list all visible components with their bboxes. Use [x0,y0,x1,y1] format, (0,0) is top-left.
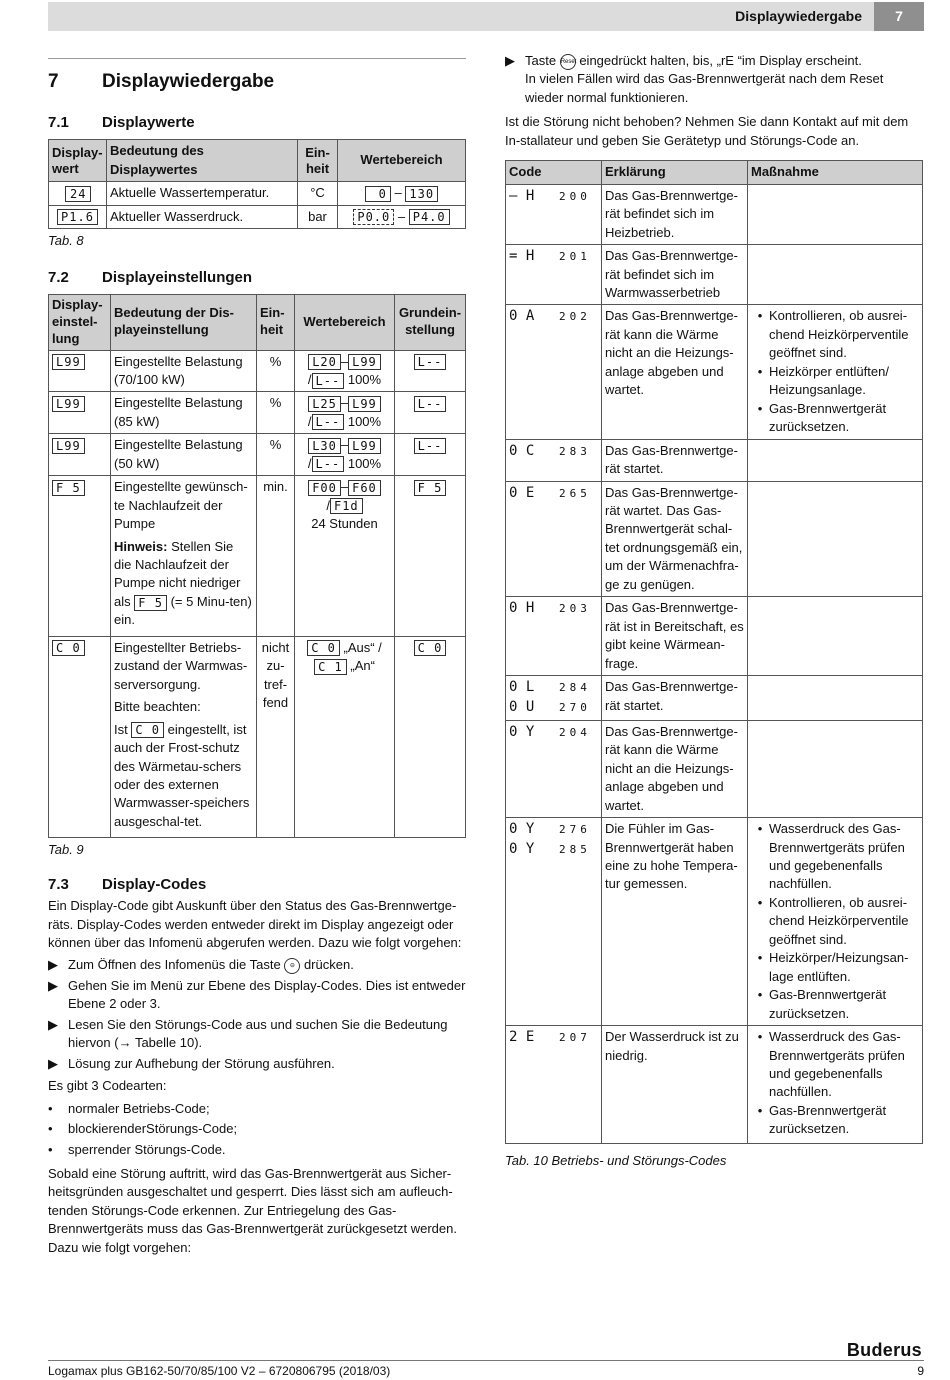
table-row: L99 Eingestellte Belastung (70/100 kW) % L20 – L99 / L-- 100% L-- [49,350,466,392]
table-caption: Tab. 8 [48,233,84,249]
table-caption: Tab. 10 Betriebs- und Störungs-Codes [505,1153,727,1169]
table-row: 0 E 265 Das Gas-Brennwertge-rät wartet. Das Gas-Brennwertgerät schal-tet ordnungsgemäß ein, um der Wärmenachfra-ge zu genügen. [506,481,923,597]
table-row: P1.6 Aktueller Wasserdruck. bar P0.0 – P4.0 [49,205,466,228]
table-row: 0 H 203 Das Gas-Brennwertge-rät ist in Bereitschaft, es gibt keine Wärmean-frage. [506,597,923,676]
th-displaywert: Display-wert [49,140,107,182]
table-row: – H 200 Das Gas-Brennwertge-rät befindet sich im Heizbetrieb. [506,184,923,244]
reset-key-icon: Reset [560,54,576,70]
display-values-table [48,139,466,229]
list-item: ▶ Lesen Sie den Störungs-Code aus und suchen Sie die Bedeutung hiervon (→ Tabelle 10). [48,1016,448,1051]
outro-text: Sobald eine Störung auftritt, wird das Gas-Brennwertgerät aus Sicher-heitsgründen ausgeschaltet und gesperrt. Dies lässt sich am aufleuch-tenden Störungs-Code erkennen. Zur Entriegelung des Gas-Brennwertgeräts muss das Gas-Brennwertgerät zurückgesetzt werden. Dazu wie folgt vorgehen: [48,1166,457,1255]
buderus-logo: Buderus [846,1340,922,1360]
header-number: 7 [874,2,924,31]
list-item: ▶ Lösung zur Aufhebung der Störung ausführen. [48,1055,335,1071]
table-row: C 0 Eingestellter Betriebs-zustand der Warmwas-serversorgung. Bitte beachten: Ist C 0 eingestellt, ist auch der Frost-schutz des Wärmetau-schers oder des externen Warmwasser-speichers ausgeschal-tet. nicht zu-tref-fend C 0 „Aus“ / C 1 „An“ C 0 [49,636,466,838]
right-column [505,50,923,1171]
left-column: 7 Displaywiedergabe 7.1 Displaywerte Display-wert Bedeutung des Displaywertes Ein-heit Wertebereich 24 Aktuelle Wassertemperatur. °C 0 – 130 P1.6 Aktueller Wasserdruck. bar P0.0 – P4.0 Tab. 8 7.2 Displayeinstellungen Display-einstel-lung Bedeutung der Dis-playeinstellung Ein-heit Wertebereich Grundein-stellung L99 Eingestellte Belastung (70/100 kW) % L20 – L99 / L-- 100% L-- L99 Eingestellte Belastung (85 kW) % L25 – L99 / L-- 100% L-- L99 Eingestellte Belastung (50 kW) % L30 – L99 / L-- 100% L-- F 5 Eingestellte gewünsch-te Nachlaufzeit der Pumpe Hinweis: Stellen Sie die Nachlaufzeit der Pumpe nicht niedriger als F 5 (= 5 Minu-ten) ein. min. F00 – F60 / F1d 24 Stunden F 5 C 0 Eingestellter Betriebs-zustand der Warmwas-serversorgung. Bitte beachten: Ist C 0 eingestellt, ist auch der Frost-schutz des Wärmetau-schers oder des externen Warmwasser-speichers ausgeschal-tet. nicht zu-tref-fend C 0 „Aus“ / C 1 „An“ C 0 Tab. 9 7.3 Display-Codes Ein Display-Code gibt Auskunft über den Status des Gas-Brennwertge-räts. Display-Codes werden entweder direkt im Display angezeigt oder können über das Infomenü abgerufen werden. Dazu wie folgt vorgehen: ▶ Zum Öffnen des Infomenüs die Taste ⊖ drücken. ▶ Gehen Sie im Menü zur Ebene des Display-Codes. Dies ist entweder Ebene 2 oder 3. ▶ Lesen Sie den Störungs-Code aus und suchen Sie die Bedeutung hiervon (→ Tabelle 10). ▶ Lösung zur Aufhebung der Störung ausführen. Es gibt 3 Codearten: • normaler Betriebs-Code; • blockierenderStörungs-Code; • sperrender Störungs-Code. Sobald eine Störung auftritt, wird das Gas-Brennwertgerät aus Sicher-heitsgründen ausgeschaltet und gesperrt. Dies lässt sich am aufleuch-tenden Störungs-Code erkennen. Zur Entriegelung des Gas-Brennwertgeräts muss das Gas-Brennwertgerät zurückgesetzt werden. Dazu wie folgt vorgehen: [48,58,466,1261]
table-row: L99 Eingestellte Belastung (50 kW) % L30 – L99 / L-- 100% L-- [49,434,466,476]
section-7-3-heading: 7.3 Display-Codes [48,875,207,893]
codes-table: Code Erklärung Maßnahme – H 200 Das Gas-Brennwertge-rät befindet sich im Heizbetrieb. = H 201 Das Gas-Brennwertge-rät befindet sich im Warmwasserbetrieb 0 A 202 Das Gas-Brennwertge-rät kann die Wärme nicht an die Heizungs-anlage abgeben und wartet. • Kontrollieren, ob ausrei-chend Heizkörperventile geöffnet sind. • Heizkörper entlüften/ Heizungsanlage. • Gas-Brennwertgerät zurücksetzen. 0 C 283 Das Gas-Brennwertge-rät startet. 0 E 265 Das Gas-Brennwertge-rät wartet. Das Gas-Brennwertgerät schal-tet ordnungsgemäß ein, um der Wärmenachfra-ge zu genügen. 0 H 203 Das Gas-Brennwertge-rät ist in Bereitschaft, es gibt keine Wärmean-frage. 0 L 284 0 U 270 Das Gas-Brennwertge-rät startet. 0 Y 204 Das Gas-Brennwertge-rät kann die Wärme nicht an die Heizungs-anlage abgeben und wartet. 0 Y 276 0 Y 285 Die Fühler im Gas-Brennwertgerät haben eine zu hohe Tempera-tur gemessen. • Wasserdruck des Gas-Brennwertgeräts prüfen und gegebenenfalls nachfüllen. • Kontrollieren, ob ausrei-chend Heizkörperventile geöffnet sind. • Heizkörper/Heizungsan-lage entlüften. • Gas-Brennwertgerät zurücksetzen. 2 E 207 Der Wasserdruck ist zu niedrig. • Wasserdruck des Gas-Brennwertgeräts prüfen und gegebenenfalls nachfüllen. • Gas-Brennwertgerät zurücksetzen. [505,160,923,1144]
page-footer [48,1360,924,1380]
table-row: 0 L 284 0 U 270 Das Gas-Brennwertge-rät startet. [506,676,923,721]
footer-doc-id: Logamax plus GB162-50/70/85/100 V2 – 6720806795 (2018/03) [48,1364,391,1378]
table-row: 24 Aktuelle Wassertemperatur. °C 0 – 130 [49,182,466,205]
table-row: 0 Y 204 Das Gas-Brennwertge-rät kann die Wärme nicht an die Heizungs-anlage abgeben und wartet. [506,720,923,817]
section-7-1-heading: 7.1 Displaywerte [48,113,195,131]
list-item: ▶ Taste Reset eingedrückt halten, bis, „rE “im Display erscheint. In vielen Fällen wird das Gas-Brennwertgerät nach dem Reset wieder normal funktionieren. [505,53,884,105]
lcd-value: P1.6 [57,209,98,225]
table-row: 0 A 202 Das Gas-Brennwertge-rät kann die Wärme nicht an die Heizungs-anlage abgeben und wartet. • Kontrollieren, ob ausrei-chend Heizkörperventile geöffnet sind. • Heizkörper entlüften/ Heizungsanlage. • Gas-Brennwertgerät zurücksetzen. [506,305,923,439]
display-settings-table: Display-einstel-lung Bedeutung der Dis-playeinstellung Ein-heit Wertebereich Grundein-stellung L99 Eingestellte Belastung (70/100 kW) % L20 – L99 / L-- 100% L-- L99 Eingestellte Belastung (85 kW) % L25 – L99 / L-- 100% L-- L99 Eingestellte Belastung (50 kW) % L30 – L99 / L-- 100% L-- F 5 Eingestellte gewünsch-te Nachlaufzeit der Pumpe Hinweis: Stellen Sie die Nachlaufzeit der Pumpe nicht niedriger als F 5 (= 5 Minu-ten) ein. min. F00 – F60 / F1d 24 Stunden F 5 C 0 Eingestellter Betriebs-zustand der Warmwas-serversorgung. Bitte beachten: Ist C 0 eingestellt, ist auch der Frost-schutz des Wärmetau-schers oder des externen Warmwasser-speichers ausgeschal-tet. nicht zu-tref-fend C 0 „Aus“ / C 1 „An“ C 0 [48,294,466,839]
page-header [48,2,924,31]
list-item: ▶ Zum Öffnen des Infomenüs die Taste ⊖ drücken. [48,957,354,973]
table-caption: Tab. 9 [48,842,84,858]
table-row: 2 E 207 Der Wasserdruck ist zu niedrig. • Wasserdruck des Gas-Brennwertgeräts prüfen und gegebenenfalls nachfüllen. • Gas-Brennwertgerät zurücksetzen. [506,1026,923,1144]
table-row: L99 Eingestellte Belastung (85 kW) % L25 – L99 / L-- 100% L-- [49,392,466,434]
th-wertebereich: Wertebereich [338,140,466,182]
chapter-heading: 7 Displaywiedergabe [48,71,275,92]
table-row: 0 C 283 Das Gas-Brennwertge-rät startet. [506,439,923,481]
list-item: ▶ Gehen Sie im Menü zur Ebene des Display-Codes. Dies ist entweder Ebene 2 oder 3. [48,977,466,1012]
list-item: • blockierenderStörungs-Code; [48,1121,238,1137]
list-item: • normaler Betriebs-Code; [48,1100,210,1116]
list-item: • sperrender Störungs-Code. [48,1141,226,1157]
page-number: 9 [917,1364,924,1378]
menu-key-icon: ⊖ [284,958,300,974]
intro-text: Ein Display-Code gibt Auskunft über den Status des Gas-Brennwertge-räts. Display-Codes werden entweder direkt im Display angezeigt oder können über das Infomenü abgerufen werden. Dazu wie folgt vorgehen: [48,898,462,951]
th-bedeutung: Bedeutung des Displaywertes [107,140,298,182]
table-row: F 5 Eingestellte gewünsch-te Nachlaufzeit der Pumpe Hinweis: Stellen Sie die Nachlaufzeit der Pumpe nicht niedriger als F 5 (= 5 Minu-ten) ein. min. F00 – F60 / F1d 24 Stunden F 5 [49,476,466,637]
header-title: Displaywiedergabe [735,7,862,24]
th-display-einstellung: Display-einstel-lung [49,294,111,350]
table-row: 0 Y 276 0 Y 285 Die Fühler im Gas-Brennwertgerät haben eine zu hohe Tempera-tur gemessen. • Wasserdruck des Gas-Brennwertgeräts prüfen und gegebenenfalls nachfüllen. • Kontrollieren, ob ausrei-chend Heizkörperventile geöffnet sind. • Heizkörper/Heizungsan-lage entlüften. • Gas-Brennwertgerät zurücksetzen. [506,818,923,1026]
table-row: = H 201 Das Gas-Brennwertge-rät befindet sich im Warmwasserbetrieb [506,245,923,305]
section-7-2-heading: 7.2 Displayeinstellungen [48,268,253,286]
lcd-value: 24 [65,186,91,202]
contact-text: Ist die Störung nicht behoben? Nehmen Sie dann Kontakt auf mit dem In-stallateur und geben Sie Gerätetyp und Störungs-Code an. [505,114,909,148]
th-einheit: Ein-heit [298,140,338,182]
